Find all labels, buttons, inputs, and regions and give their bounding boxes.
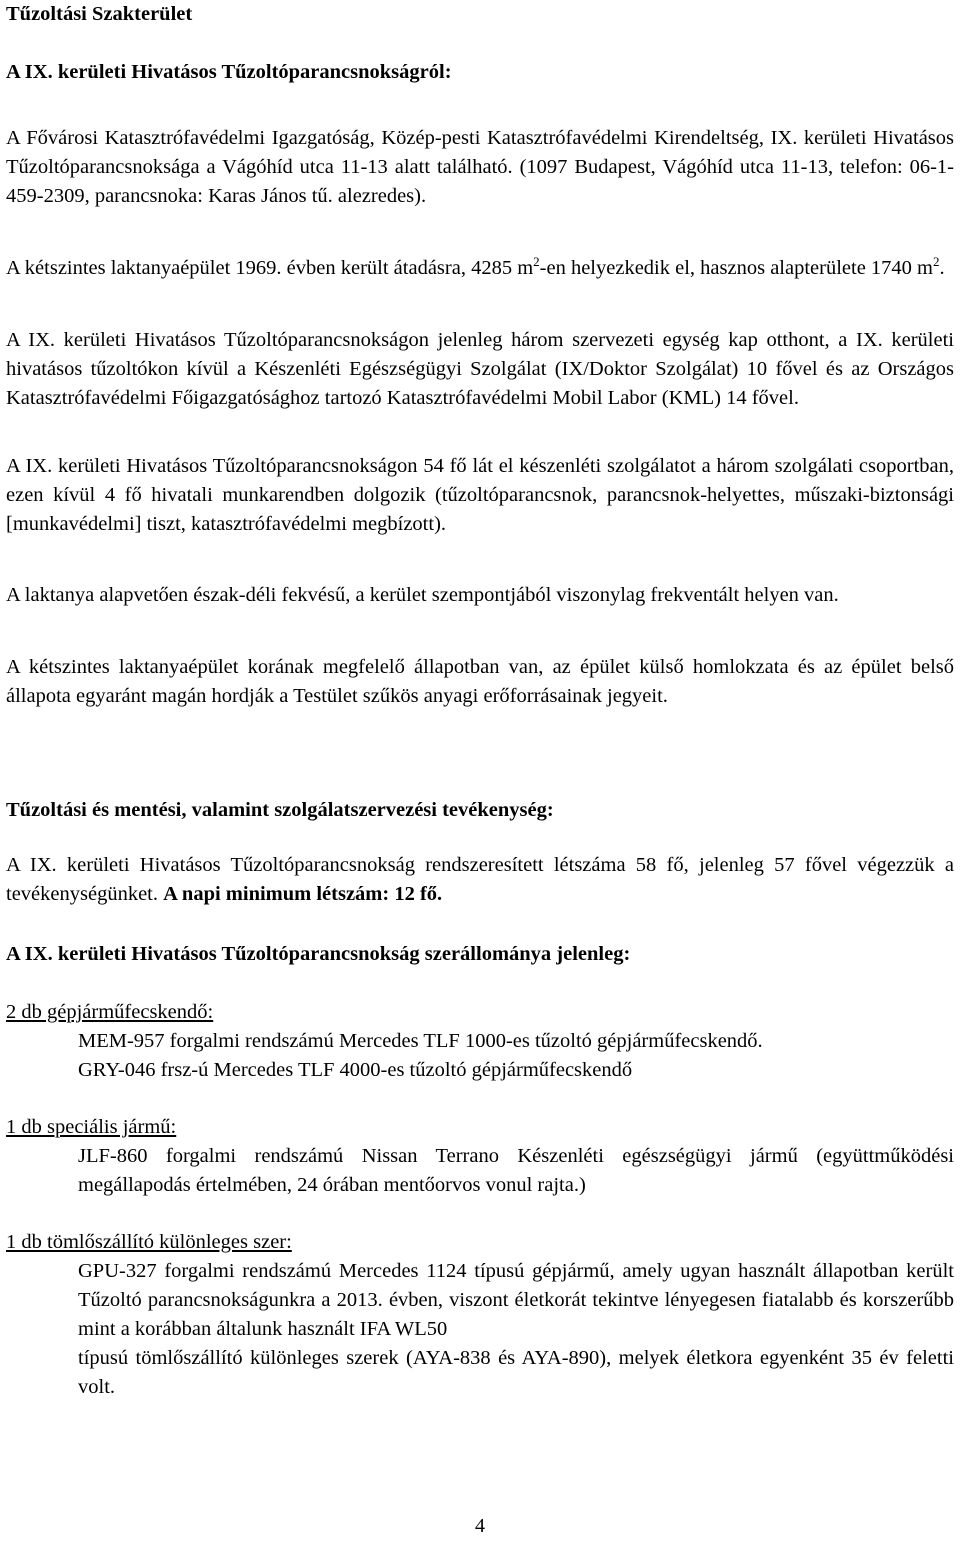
minimum-staffing: A napi minimum létszám: 12 fő.	[163, 883, 443, 905]
intro-paragraph-1: A Fővárosi Katasztrófavédelmi Igazgatóság, Közép-pesti Katasztrófavédelmi Kirendeltség, IX. kerületi Hivatásos Tűzoltóparancsnoksága a Vágóhíd utca 11-13 alatt található. (1097 Budapest, Vágóhíd utca 11-13, telefon: 06-1-459-2309, parancsnoka: Karas János tű. alezredes).	[6, 127, 954, 207]
superscript: 2	[533, 254, 540, 269]
superscript: 2	[933, 254, 940, 269]
section-heading: Tűzoltási és mentési, valamint szolgálatszervezési tevékenység:	[6, 799, 554, 821]
fleet-heading: A IX. kerületi Hivatásos Tűzoltóparancsnokság szerállománya jelenleg:	[6, 943, 631, 965]
page-number: 4	[475, 1515, 485, 1537]
intro-paragraph-4: A IX. kerületi Hivatásos Tűzoltóparancsnokságon 54 fő lát el készenléti szolgálatot a három szolgálati csoportban, ezen kívül 4 fő hivatali munkarendben dolgozik (tűzoltóparancsnok, parancsnok-helyettes, műszaki-biztonsági [munkavédelmi] tiszt, katasztrófavédelmi megbízott).	[6, 455, 954, 535]
vehicle-item: típusú tömlőszállító különleges szerek (AYA-838 és AYA-890), melyek életkora egyenként 35 év feletti volt.	[78, 1347, 954, 1398]
vehicle-item: GRY-046 frsz-ú Mercedes TLF 4000-es tűzoltó gépjárműfecskendő	[78, 1059, 633, 1081]
intro-paragraph-5: A laktanya alapvetően észak-déli fekvésű, a kerület szempontjából viszonylag frekventált helyen van.	[6, 584, 839, 606]
document-title: Tűzoltási Szakterület	[6, 3, 193, 25]
vehicle-group-label: 2 db gépjárműfecskendő:	[6, 1001, 214, 1023]
staffing-paragraph: A IX. kerületi Hivatásos Tűzoltóparancsnokság rendszeresített létszáma 58 fő, jelenleg 57 fővel végezzük a tevékenységünket. A napi minimum létszám: 12 fő.	[6, 854, 954, 905]
intro-paragraph-3: A IX. kerületi Hivatásos Tűzoltóparancsnokságon jelenleg három szervezeti egység kap otthont, a IX. kerületi hivatásos tűzoltókon kívül a Készenléti Egészségügyi Szolgálat (IX/Doktor Szolgálat) 10 fővel és az Országos Katasztrófavédelmi Főigazgatósághoz tartozó Katasztrófavédelmi Mobil Labor (KML) 14 fővel.	[6, 329, 954, 409]
vehicle-item: MEM-957 forgalmi rendszámú Mercedes TLF 1000-es tűzoltó gépjárműfecskendő.	[78, 1030, 763, 1052]
vehicle-group-label: 1 db speciális jármű:	[6, 1116, 177, 1138]
vehicle-item: JLF-860 forgalmi rendszámú Nissan Terrano Készenléti egészségügyi jármű (együttműködési megállapodás értelmében, 24 órában mentőorvos vonul rajta.)	[78, 1145, 954, 1196]
document-subtitle: A IX. kerületi Hivatásos Tűzoltóparancsnokságról:	[6, 61, 452, 83]
intro-paragraph-6: A kétszintes laktanyaépület korának megfelelő állapotban van, az épület külső homlokzata és az épület belső állapota egyaránt magán hordják a Testület szűkös anyagi erőforrásainak jegyeit.	[6, 656, 954, 707]
vehicle-group-label: 1 db tömlőszállító különleges szer:	[6, 1231, 292, 1253]
intro-paragraph-2: A kétszintes laktanyaépület 1969. évben került átadásra, 4285 $m^2-en$ helyezkedik el, hasznos alapterülete 1740 $m^2$.	[6, 254, 945, 279]
vehicle-item: GPU-327 forgalmi rendszámú Mercedes 1124 típusú gépjármű, amely ugyan használt állapotban került Tűzoltó parancsnokságunkra a 2013. évben, viszont életkorát tekintve lényegesen fiatalabb és korszerűbb mint a korábban általunk használt IFA WL50	[78, 1260, 954, 1340]
